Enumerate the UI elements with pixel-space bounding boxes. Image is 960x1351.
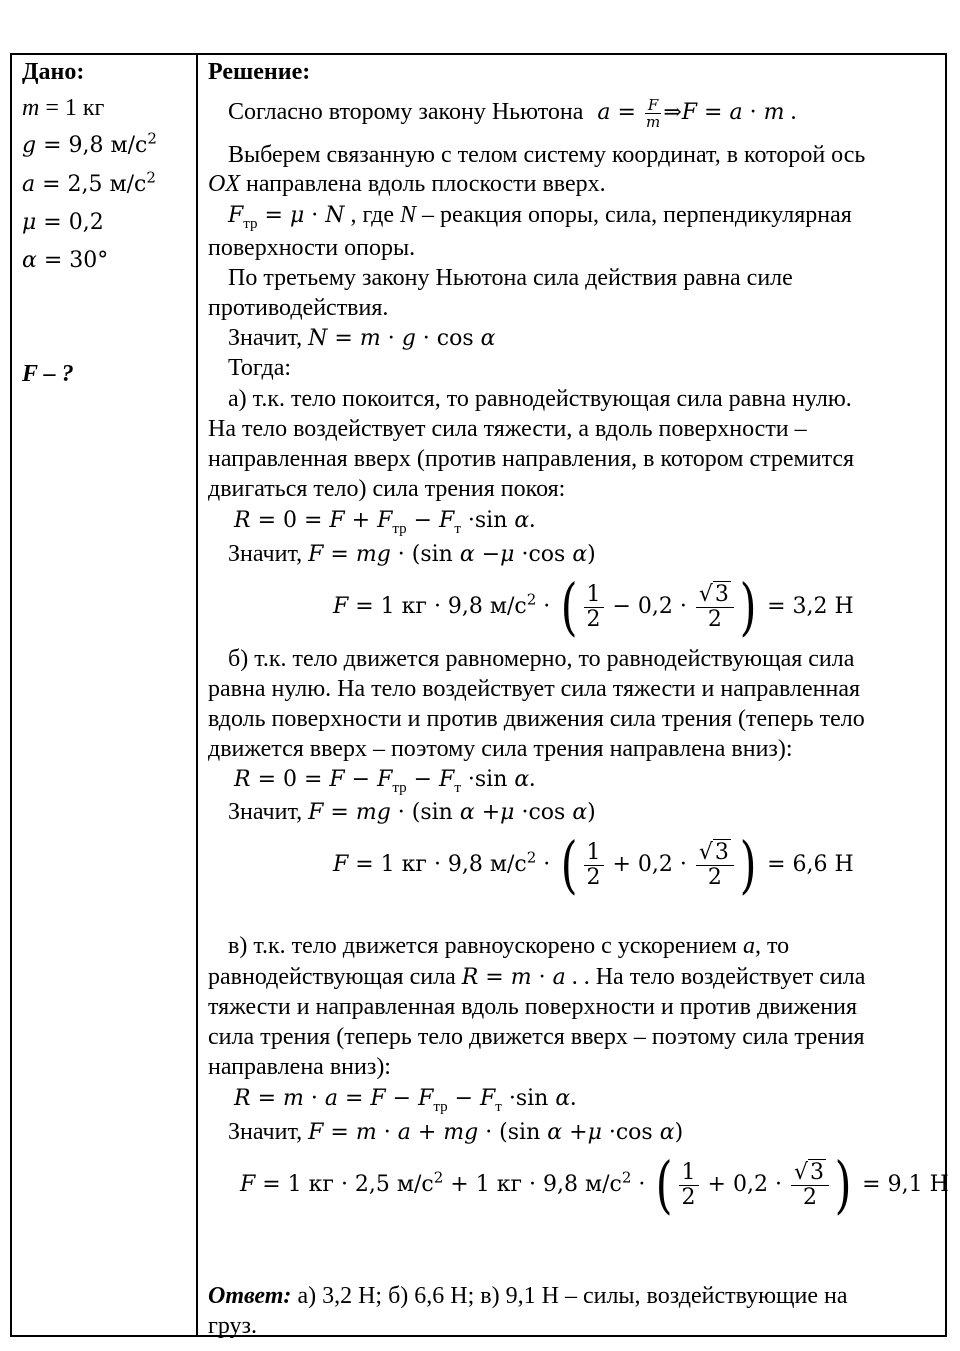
part-b-formula: Значит, F = mg · (sin α +μ ·cos α) <box>228 799 596 825</box>
part-v-formula: Значит, F = m · a + mg · (sin α +μ ·cos α) <box>228 1119 684 1145</box>
part-b-line-2: равна нулю. На тело воздействует сила тяжести и направленная <box>208 676 861 702</box>
part-v-calculation: F = 1 кг · 2,5 $м/с^2 + 1$ кг · 9,8 $м/с^2$ · ( $\frac{1}{2}$ + 0,2 · $\frac{√3}{2}$ ) = 9,1 Н <box>240 1148 949 1221</box>
column-divider <box>196 53 198 1337</box>
part-a-line-3: направленная вверх (против направления, в котором стремится <box>208 446 855 472</box>
part-v-equation: $R = m \cdot a = F - F_{тр} - F_т \cdot\sin$ α. <box>234 1085 577 1115</box>
given-acceleration: a = 2,5 $м/с^2$ <box>22 168 156 197</box>
solution-line-2: Выберем связанную с телом систему координат, в которой ось <box>228 142 866 168</box>
part-b-calculation: F = 1 кг · 9,8 $м/с^2$ · ( $\frac{1}{2}$ + 0,2 · $\frac{√3}{2}$ ) = 6,6 Н <box>333 828 854 901</box>
part-v-line-2: равнодействующая сила R = m · a . . На тело воздействует сила <box>208 964 866 990</box>
part-b-line-1: б) т.к. тело движется равномерно, то равнодействующая сила <box>228 646 855 672</box>
solution-title: Решение: <box>208 59 311 85</box>
part-v-line-5: направлена вниз): <box>208 1054 391 1080</box>
solution-line-7: противодействия. <box>208 295 389 321</box>
given-gravity: g = 9,8 $м/с^2$ <box>22 129 157 158</box>
part-b-line-4: движется вверх – поэтому сила трения направлена вниз): <box>208 736 793 762</box>
answer-line-2: груз. <box>208 1313 258 1339</box>
part-b-line-3: вдоль поверхности и против движения сила трения (теперь тело <box>208 706 865 732</box>
part-v-line-1: в) т.к. тело движется равноускорено с ускорением a, то <box>228 933 790 959</box>
part-a-line-4: двигаться тело) сила трения покоя: <box>208 476 566 502</box>
part-b-equation: $R = 0 = F - F_{тр} - F_т \cdot\sin$ α. <box>234 766 536 796</box>
solution-line-5: поверхности опоры. <box>208 235 416 261</box>
part-a-line-1: а) т.к. тело покоится, то равнодействующая сила равна нулю. <box>228 386 852 412</box>
part-a-calculation: F = 1 кг · 9,8 $м/с^2$ · ( $\frac{1}{2}$ − 0,2 · $\frac{√3}{2}$ ) = 3,2 Н <box>333 570 854 643</box>
solution-line-9: Тогда: <box>228 355 292 381</box>
solution-line-3: OX направлена вдоль плоскости вверх. <box>208 171 606 197</box>
part-v-line-3: тяжести и направленная вдоль поверхности и против движения <box>208 994 857 1020</box>
friction-formula: $F_{тр} = \mu \cdot N$ , где N – реакция опоры, сила, перпендикулярная <box>228 202 852 232</box>
given-angle: α = 30° <box>22 248 109 273</box>
part-a-formula: Значит, F = mg · (sin α −μ ·cos α) <box>228 541 596 567</box>
given-mass: m = 1 кг <box>22 95 105 121</box>
newton-second-law: Согласно второму закону Ньютона a = $\frac{F}{m}$ ⇒F = a · m . <box>228 96 797 131</box>
part-a-equation: $R = 0 = F + F_{тр} - F_т \cdot\sin$ α. <box>234 507 536 537</box>
answer-line-1: Ответ: а) 3,2 Н; б) 6,6 Н; в) 9,1 Н – силы, воздействующие на <box>208 1283 848 1309</box>
given-title: Дано: <box>22 59 85 85</box>
part-a-line-2: На тело воздействует сила тяжести, а вдоль поверхности – <box>208 416 807 442</box>
normal-force-formula: Значит, N = m · g · cos α <box>228 325 496 351</box>
find-label: F – ? <box>22 361 74 387</box>
solution-line-6: По третьему закону Ньютона сила действия равна силе <box>228 265 793 291</box>
part-v-line-4: сила трения (теперь тело движется вверх – поэтому сила трения <box>208 1024 865 1050</box>
given-friction-coef: μ = 0,2 <box>22 210 104 235</box>
